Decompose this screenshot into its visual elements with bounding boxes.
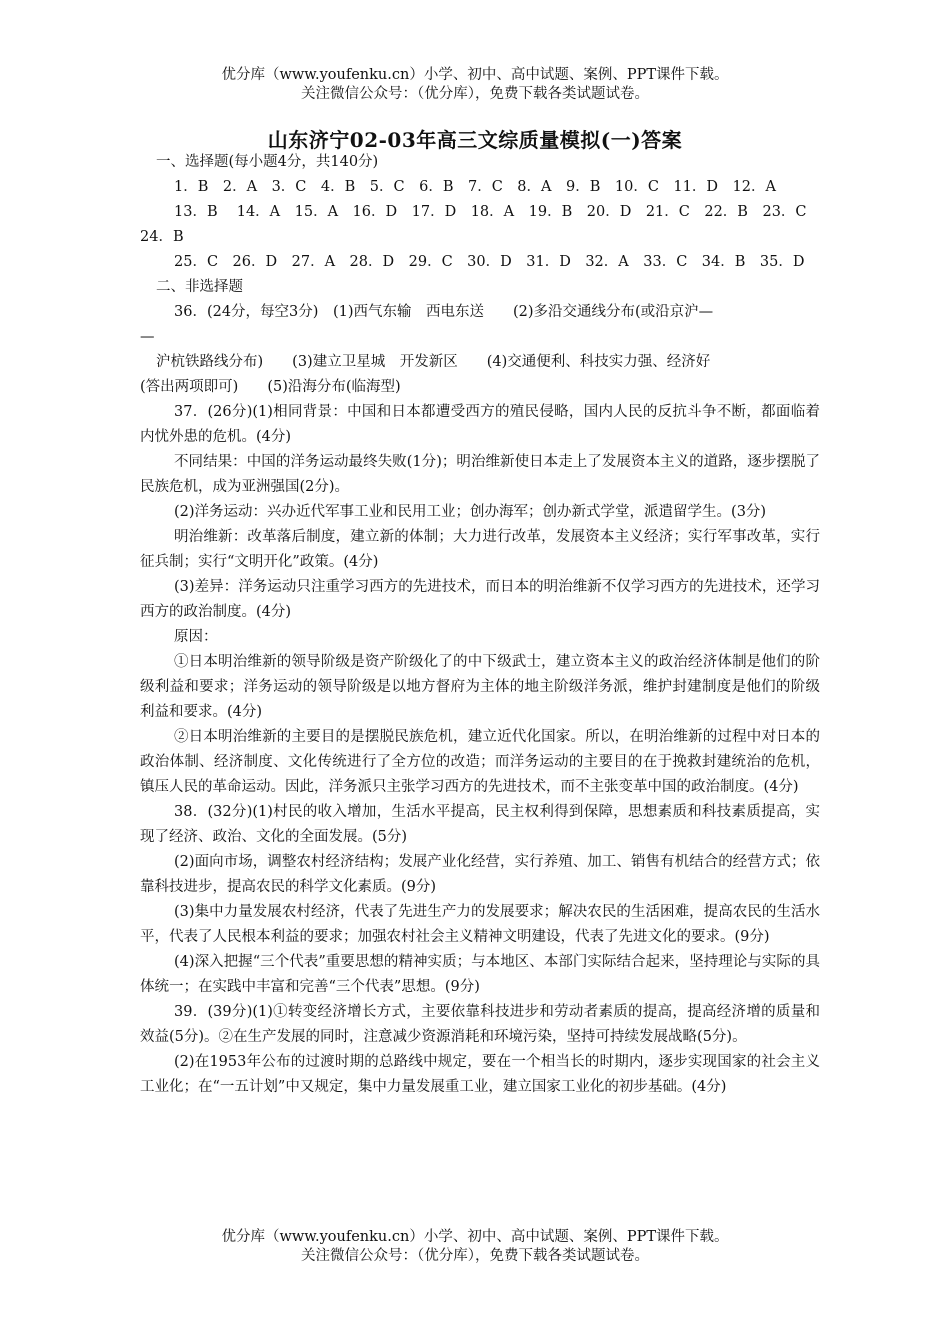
answer-content bbox=[140, 150, 820, 1100]
section1-heading: 一、选择题(每小题4分，共140分) bbox=[156, 154, 379, 170]
q37-paragraph: 明治维新：改革落后制度，建立新的体制；大力进行改革，发展资本主义经济；实行军事改革，实行征兵制；实行“文明开化”政策。(4分) bbox=[140, 529, 820, 570]
header-line-2: 关注微信公众号：（优分库），免费下载各类试题试卷。 bbox=[301, 86, 649, 102]
q37-paragraph: 37．(26分)(1)相同背景：中国和日本都遭受西方的殖民侵略，国内人民的反抗斗争不断，都面临着内忧外患的危机。(4分) bbox=[140, 404, 820, 445]
footer-line-1: 优分库（www.youfenku.cn）小学、初中、高中试题、案例、PPT课件下载。 bbox=[221, 1229, 729, 1245]
q37-paragraph: 不同结果：中国的洋务运动最终失败(1分)；明治维新使日本走上了发展资本主义的道路，逐步摆脱了民族危机，成为亚洲强国(2分)。 bbox=[140, 454, 820, 495]
footer-line-2: 关注微信公众号：（优分库），免费下载各类试题试卷。 bbox=[301, 1248, 649, 1264]
q39-paragraph: 39．(39分)(1)①转变经济增长方式，主要依靠科技进步和劳动者素质的提高，提高经济增的质量和效益(5分)。②在生产发展的同时，注意减少资源消耗和环境污染，坚持可持续发展战略(5分)。 bbox=[140, 1004, 820, 1045]
q38-paragraph: (4)深入把握“三个代表”重要思想的精神实质；与本地区、本部门实际结合起来，坚持理论与实际的具体统一；在实践中丰富和完善“三个代表”思想。(9分) bbox=[140, 954, 820, 995]
choice-row-2: 13．B 14．A 15．A 16．D 17．D 18．A 19．B 20．D 21．C 22．B 23．C bbox=[174, 204, 807, 220]
q38-paragraph: 38．(32分)(1)村民的收入增加，生活水平提高，民主权利得到保障，思想素质和科技素质提高，实现了经济、政治、文化的全面发展。(5分) bbox=[140, 804, 820, 845]
q37-paragraph: (2)洋务运动：兴办近代军事工业和民用工业；创办海军；创办新式学堂，派遣留学生。(3分) bbox=[174, 504, 767, 520]
header-banner bbox=[0, 66, 950, 104]
choice-row-2-wrap: 24．B bbox=[140, 229, 184, 245]
choice-row-1: 1．B 2．A 3．C 4．B 5．C 6．B 7．C 8．A 9．B 10．C 11．D 12．A bbox=[174, 179, 776, 195]
q36-line-1: 36．(24分，每空3分) (1)西气东输 西电东送 (2)多沿交通线分布(或沿京沪— bbox=[174, 304, 714, 320]
footer-banner bbox=[0, 1228, 950, 1266]
document-title: 山东济宁02-03年高三文综质量模拟(一)答案 bbox=[267, 128, 683, 152]
header-line-1: 优分库（www.youfenku.cn）小学、初中、高中试题、案例、PPT课件下载。 bbox=[221, 67, 729, 83]
q37-paragraph: ①日本明治维新的领导阶级是资产阶级化了的中下级武士，建立资本主义的政治经济体制是他们的阶级利益和要求；洋务运动的领导阶级是以地方督府为主体的地主阶级洋务派，维护封建制度是他们的阶级利益和要求。(4分) bbox=[140, 654, 820, 720]
q39-paragraph: (2)在1953年公布的过渡时期的总路线中规定，要在一个相当长的时期内，逐步实现国家的社会主义工业化；在“一五计划”中又规定，集中力量发展重工业，建立国家工业化的初步基础。(4分) bbox=[140, 1054, 820, 1095]
q36-line-1-wrap: — bbox=[140, 329, 155, 345]
choice-row-3: 25．C 26．D 27．A 28．D 29．C 30．D 31．D 32．A 33．C 34．B 35．D bbox=[174, 254, 805, 270]
q38-paragraph: (3)集中力量发展农村经济，代表了先进生产力的发展要求；解决农民的生活困难，提高农民的生活水平，代表了人民根本利益的要求；加强农村社会主义精神文明建设，代表了先进文化的要求。(9分) bbox=[140, 904, 820, 945]
q36-line-3: (答出两项即可) (5)沿海分布(临海型) bbox=[140, 379, 401, 395]
q37-paragraph: 原因： bbox=[174, 629, 218, 645]
q36-line-2: 沪杭铁路线分布) (3)建立卫星城 开发新区 (4)交通便利、科技实力强、经济好 bbox=[156, 354, 711, 370]
q37-paragraph: ②日本明治维新的主要目的是摆脱民族危机，建立近代化国家。所以，在明治维新的过程中对日本的政治体制、经济制度、文化传统进行了全方位的改造；而洋务运动的主要目的在于挽救封建统治的危机，镇压人民的革命运动。因此，洋务派只主张学习西方的先进技术，而不主张变革中国的政治制度。(4分) bbox=[140, 729, 820, 795]
q38-paragraph: (2)面向市场，调整农村经济结构；发展产业化经营，实行养殖、加工、销售有机结合的经营方式；依靠科技进步，提高农民的科学文化素质。(9分) bbox=[140, 854, 820, 895]
section2-heading: 二、非选择题 bbox=[156, 279, 243, 295]
q37-paragraph: (3)差异：洋务运动只注重学习西方的先进技术，而日本的明治维新不仅学习西方的先进技术，还学习西方的政治制度。(4分) bbox=[140, 579, 820, 620]
